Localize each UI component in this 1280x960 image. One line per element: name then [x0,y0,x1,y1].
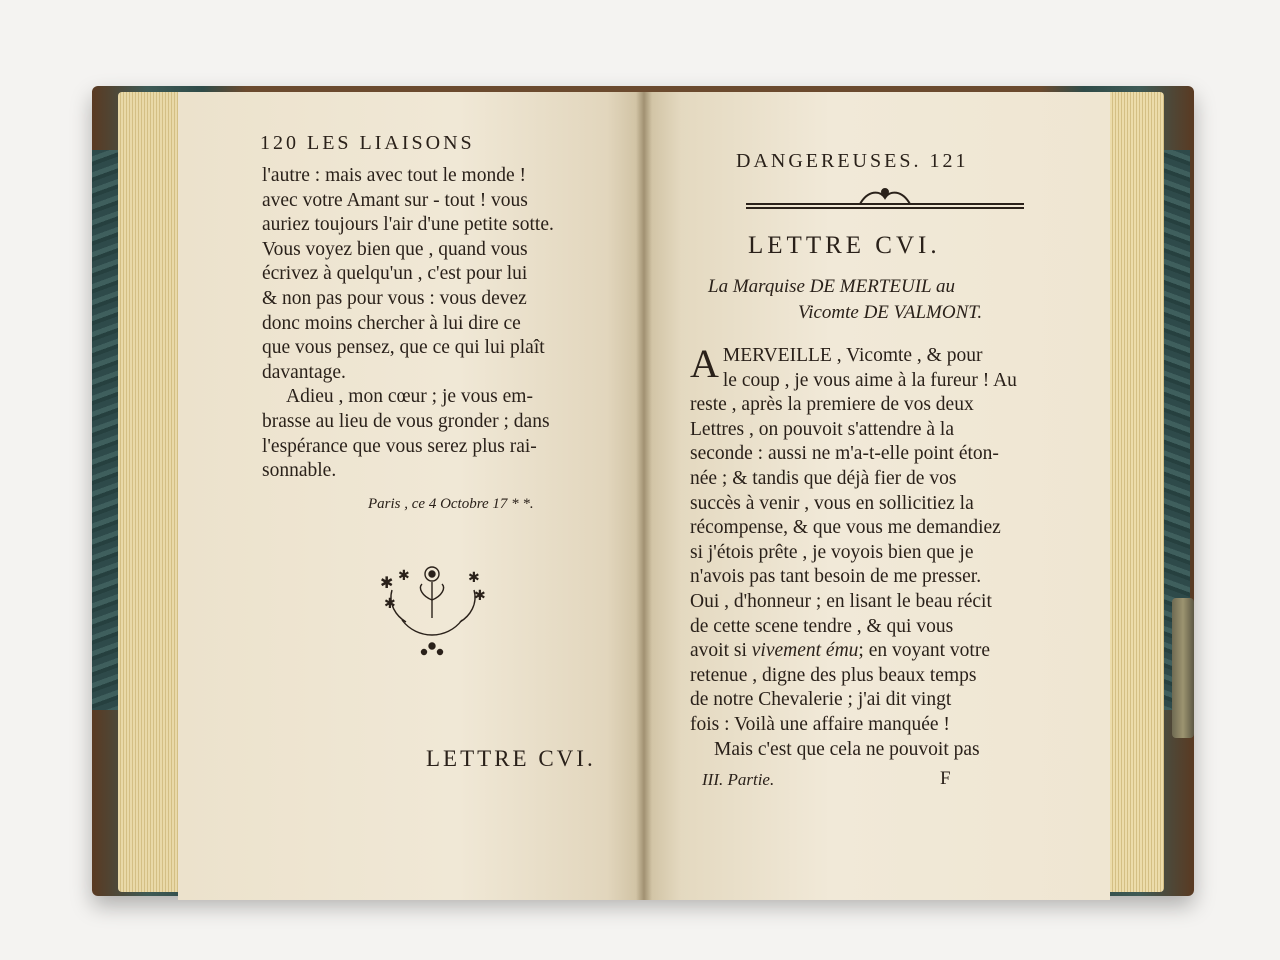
svg-text:✱: ✱ [384,597,396,612]
text-line: Mais c'est que cela ne pouvoit pas [714,738,980,760]
svg-text:✱: ✱ [474,589,486,604]
text-line: brasse au lieu de vous gronder ; dans [262,410,550,432]
left-body-text [262,164,594,484]
right-body-text [690,341,1020,762]
catchword: LETTRE CVI. [426,746,596,771]
text-line: de notre Chevalerie ; j'ai dit vingt [690,689,952,711]
text-line: le coup , je vous aime à la fureur ! Au [722,369,1017,391]
first-word: MERVEILLE [722,345,832,366]
text-line: donc moins chercher à lui dire ce [262,312,521,334]
svg-text:✱: ✱ [468,571,480,586]
right-running-head: DANGEREUSES. 121 [736,150,969,172]
text-line: Vous voyez bien que , quand vous [262,238,528,260]
signature-mark: III. Partie. [702,770,775,789]
text-line: de cette scene tendre , & qui vous [690,615,954,637]
text-line: Lettres , on pouvoit s'attendre à la [690,418,954,440]
book-clasp [1172,598,1194,738]
text-line: davantage. [262,361,346,383]
book-gutter [636,92,652,900]
svg-text:✱: ✱ [398,569,410,584]
left-running-head: 120 LES LIAISONS [260,132,475,154]
floral-ornament-icon [362,560,502,660]
text-line: fois : Voilà une affaire manquée ! [690,713,950,735]
text-line: Oui , d'honneur ; en lisant le beau récit [690,590,992,612]
text-line: si j'étois prête , je voyois bien que je [690,541,974,563]
text-line: que vous pensez, que ce qui lui plaît [262,337,545,359]
text-line: & non pas pour vous : vous devez [262,287,527,309]
text-line: seconde : aussi ne m'a-t-elle point éton- [690,443,999,465]
letter-dateline: Paris , ce 4 Octobre 17 * *. [368,496,534,512]
italic-phrase: vivement ému [751,640,859,662]
text-line: sonnable. [262,460,337,482]
text-line: Adieu , mon cœur ; je vous em- [286,386,533,408]
text-line: reste , après la premiere de vos deux [690,394,974,416]
text-line: née ; & tandis que déjà fier de vos [690,467,957,489]
text-line: écrivez à quelqu'un , c'est pour lui [262,263,528,285]
text-fragment: ; en voyant votre [858,640,990,662]
text-line: auriez toujours l'air d'une petite sotte. [262,214,554,236]
svg-text:✱: ✱ [380,575,394,592]
text-line: l'autre : mais avec tout le monde ! [262,165,526,186]
text-line: retenue , digne des plus beaux temps [690,664,977,686]
letter-title: LETTRE CVI. [748,232,941,259]
letter-subtitle: La Marquise DE MERTEUIL au [708,276,955,297]
drop-cap: A [690,341,719,386]
text-fragment: avoit si [690,640,752,662]
text-line: récompense, & que vous me demandiez [690,517,1001,539]
text-line: , Vicomte , & pour [836,345,983,366]
text-line: n'avois pas tant besoin de me presser. [690,566,982,588]
text-line: avec votre Amant sur - tout ! vous [262,189,528,211]
text-line [690,639,1020,664]
headpiece-ornament-icon [740,182,1030,216]
text-line: l'espérance que vous serez plus rai- [262,435,537,457]
gathering-letter: F [940,768,951,789]
letter-subtitle: Vicomte DE VALMONT. [798,302,983,323]
text-line: succès à venir , vous en sollicitiez la [690,492,974,514]
